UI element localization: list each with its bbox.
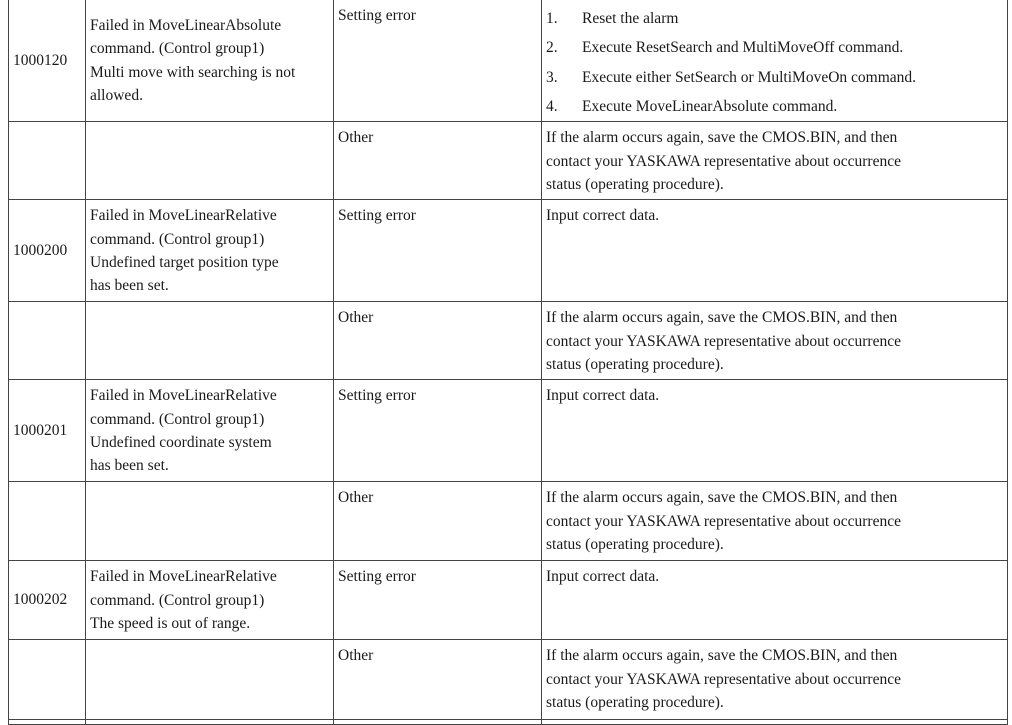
remedy-step — [546, 63, 1007, 92]
alarm-table — [8, 0, 1008, 725]
alarm-code-empty — [9, 302, 86, 380]
category-cell — [334, 302, 542, 380]
remedy-cell — [542, 200, 1008, 302]
category-cell — [334, 561, 542, 640]
remedy-text: Input correct data. — [546, 568, 660, 586]
remedy-line: contact your YASKAWA representative about occurrence — [546, 670, 901, 688]
remedy-line: status (operating procedure). — [546, 176, 724, 193]
remedy-line: If the alarm occurs again, save the CMOS.BIN, and then — [546, 647, 898, 665]
alarm-code-empty — [9, 482, 86, 561]
remedy-line: If the alarm occurs again, save the CMOS.BIN, and then — [546, 129, 898, 147]
table-row — [9, 380, 1008, 482]
table-row — [9, 122, 1008, 200]
category-label: Setting error — [338, 207, 416, 225]
step-text: Execute ResetSearch and MultiMoveOff command. — [582, 39, 904, 57]
remedy-cell — [542, 122, 1008, 200]
description-line: has been set. — [90, 277, 169, 295]
description-line: Undefined target position type — [90, 254, 279, 271]
category-cell — [334, 482, 542, 561]
description-line: Failed in MoveLinearAbsolute — [90, 17, 282, 34]
remedy-step — [546, 33, 1007, 62]
step-text: Execute either SetSearch or MultiMoveOn command. — [582, 68, 917, 86]
category-cell — [334, 122, 542, 200]
description-line: command. (Control group1) — [90, 40, 265, 58]
alarm-code: 1000120 — [9, 0, 86, 122]
remedy-cell — [542, 482, 1008, 561]
description-line: command. (Control group1) — [90, 591, 265, 609]
category-label: Other — [338, 489, 374, 507]
table-row — [9, 200, 1008, 302]
description-line: allowed. — [90, 87, 143, 105]
remedy-line: If the alarm occurs again, save the CMOS.BIN, and then — [546, 489, 898, 507]
step-number: 2. — [546, 39, 558, 57]
alarm-description-empty — [86, 482, 334, 561]
description-line: Undefined coordinate system — [90, 434, 272, 451]
alarm-description-cell — [86, 0, 334, 122]
alarm-description-empty — [86, 122, 334, 200]
remedy-cell — [542, 302, 1008, 380]
description-line: Multi move with searching is not — [90, 63, 296, 81]
category-label: Setting error — [338, 7, 416, 24]
alarm-description-cell — [86, 200, 334, 302]
remedy-cell — [542, 561, 1008, 640]
category-label: Setting error — [338, 568, 416, 586]
alarm-description-empty — [86, 640, 334, 720]
remedy-line: status (operating procedure). — [546, 694, 724, 711]
category-cell — [334, 0, 542, 122]
table-row — [9, 482, 1008, 561]
remedy-cell — [542, 380, 1008, 482]
remedy-step — [546, 92, 1007, 121]
category-label: Other — [338, 647, 374, 665]
description-line: Failed in MoveLinearRelative — [90, 207, 277, 225]
remedy-line: contact your YASKAWA representative about occurrence — [546, 512, 901, 530]
remedy-line: If the alarm occurs again, save the CMOS.BIN, and then — [546, 309, 898, 327]
alarm-description-empty — [86, 302, 334, 380]
table-row — [9, 640, 1008, 720]
category-label: Other — [338, 309, 374, 327]
description-line: has been set. — [90, 457, 169, 475]
description-line: Failed in MoveLinearRelative — [90, 568, 277, 586]
step-number: 3. — [546, 68, 558, 86]
table-row — [9, 0, 1008, 122]
category-label: Other — [338, 129, 374, 147]
category-label: Setting error — [338, 387, 416, 405]
alarm-description-cell — [86, 561, 334, 640]
remedy-step — [546, 4, 1007, 33]
alarm-code: 1000201 — [9, 380, 86, 482]
remedy-cell — [542, 0, 1008, 122]
alarm-code: 1000200 — [9, 200, 86, 302]
category-cell — [334, 200, 542, 302]
remedy-text: Input correct data. — [546, 387, 660, 405]
table-row — [9, 561, 1008, 640]
remedy-text: Input correct data. — [546, 207, 660, 225]
step-text: Execute MoveLinearAbsolute command. — [582, 97, 838, 115]
alarm-code: 1000202 — [9, 561, 86, 640]
alarm-code-empty — [9, 122, 86, 200]
category-cell — [334, 380, 542, 482]
step-number: 4. — [546, 97, 558, 115]
alarm-code-empty — [9, 640, 86, 720]
remedy-line: status (operating procedure). — [546, 536, 724, 553]
description-line: The speed is out of range. — [90, 615, 251, 632]
remedy-steps-list — [542, 0, 1007, 121]
category-cell — [334, 640, 542, 720]
table-row — [9, 302, 1008, 380]
step-text: Reset the alarm — [582, 10, 679, 27]
description-line: command. (Control group1) — [90, 410, 265, 428]
step-number: 1. — [546, 10, 558, 27]
description-line: command. (Control group1) — [90, 230, 265, 248]
remedy-cell — [542, 640, 1008, 720]
description-line: Failed in MoveLinearRelative — [90, 387, 277, 405]
remedy-line: contact your YASKAWA representative about occurrence — [546, 332, 901, 350]
alarm-description-cell — [86, 380, 334, 482]
remedy-line: status (operating procedure). — [546, 356, 724, 373]
remedy-line: contact your YASKAWA representative about occurrence — [546, 152, 901, 170]
